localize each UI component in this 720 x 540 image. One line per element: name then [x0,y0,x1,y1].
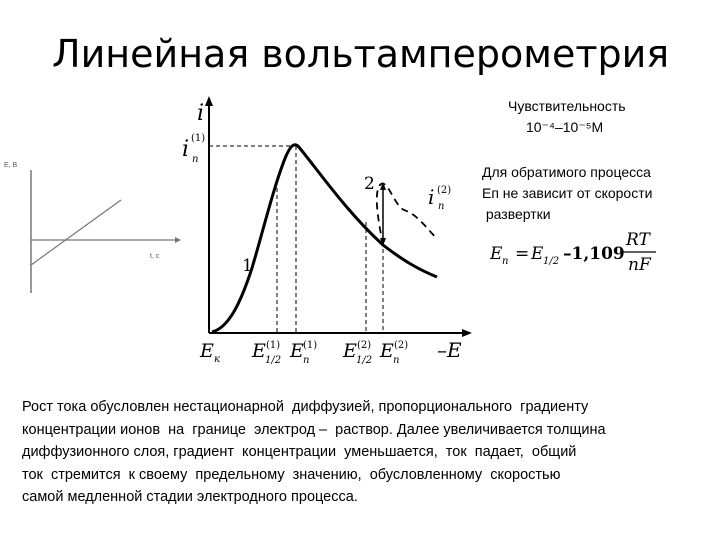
x-label-e12-2-sup: (2) [357,340,372,351]
x-label-neg-e: –E [437,338,462,362]
explanation-paragraph [22,396,702,509]
x-label-e12-1-sup: (1) [266,340,281,351]
paragraph-line: Рост тока обусловлен нестационарной диффузией, пропорционального градиенту [22,399,589,415]
x-label-e12-2: E [343,340,357,362]
formula-ep: E [490,244,503,264]
sensitivity-range: 10⁻⁴–10⁻⁵М [526,119,604,135]
x-label-ek: E [200,340,214,362]
ip2-sup: (2) [437,185,452,196]
note-line: Для обратимого процесса [482,164,651,180]
ip2-sub: п [438,201,445,212]
main-x-arrow [462,329,472,337]
x-label-ep-2-sub: п [393,355,400,366]
potential-sweep-line [31,200,121,265]
x-label-ek-sub: к [214,354,220,365]
formula-coef: –1,109 [563,244,625,264]
ip1-sup: (1) [191,133,206,144]
x-label-ep-2-sup: (2) [394,340,409,351]
formula-e12: E [531,244,544,264]
small-x-label: t, c [150,253,160,260]
slide-title: Линейная вольтамперометрия [52,32,670,76]
ip2-arrow-down [380,238,386,246]
ip1-label: i [182,137,190,162]
paragraph-line: самой медленной стадии электродного процесса. [22,489,358,505]
small-x-arrow [175,237,181,243]
x-label-e12-1: E [252,340,266,362]
paragraph-line: диффузионного слоя, градиент концентрации уменьшается, ток падает, общий [22,444,577,460]
sensitivity-label: Чувствительность [508,98,626,114]
x-label-ep-1-sub: п [303,355,310,366]
x-label-ep-1: E [290,340,304,362]
formula-num: RT [626,230,650,250]
curve-2-label: 2 [364,174,375,194]
formula-den: nF [628,255,651,275]
note-line: Еп не зависит от скорости [482,185,653,201]
paragraph-line: концентрации ионов на границе электрод – раствор. Далее увеличивается толщина [22,421,606,438]
main-y-label: i [197,101,205,126]
note-line: развертки [482,206,551,222]
x-label-ep-1-sup: (1) [303,340,318,351]
formula-eq: = [515,244,530,264]
ip2-label: i [428,185,435,209]
main-y-arrow [205,96,213,106]
paragraph-line: ток стремится к своему предельному значению, обусловленному скоростью [22,466,561,483]
x-label-e12-2-sub: 1/2 [356,355,373,366]
x-label-e12-1-sub: 1/2 [265,355,282,366]
ip1-sub: п [192,154,199,165]
small-y-label: E, B [4,162,18,169]
formula-e12-sub: 1/2 [543,256,560,267]
voltammogram-curve-1 [212,145,437,332]
reversible-process-note [482,162,652,225]
curve-1-label: 1 [242,256,253,276]
x-label-ep-2: E [380,340,394,362]
voltammogram-curve-2 [377,184,436,245]
ip2-arrow-up [380,182,386,190]
formula-ep-sub: п [502,256,509,267]
